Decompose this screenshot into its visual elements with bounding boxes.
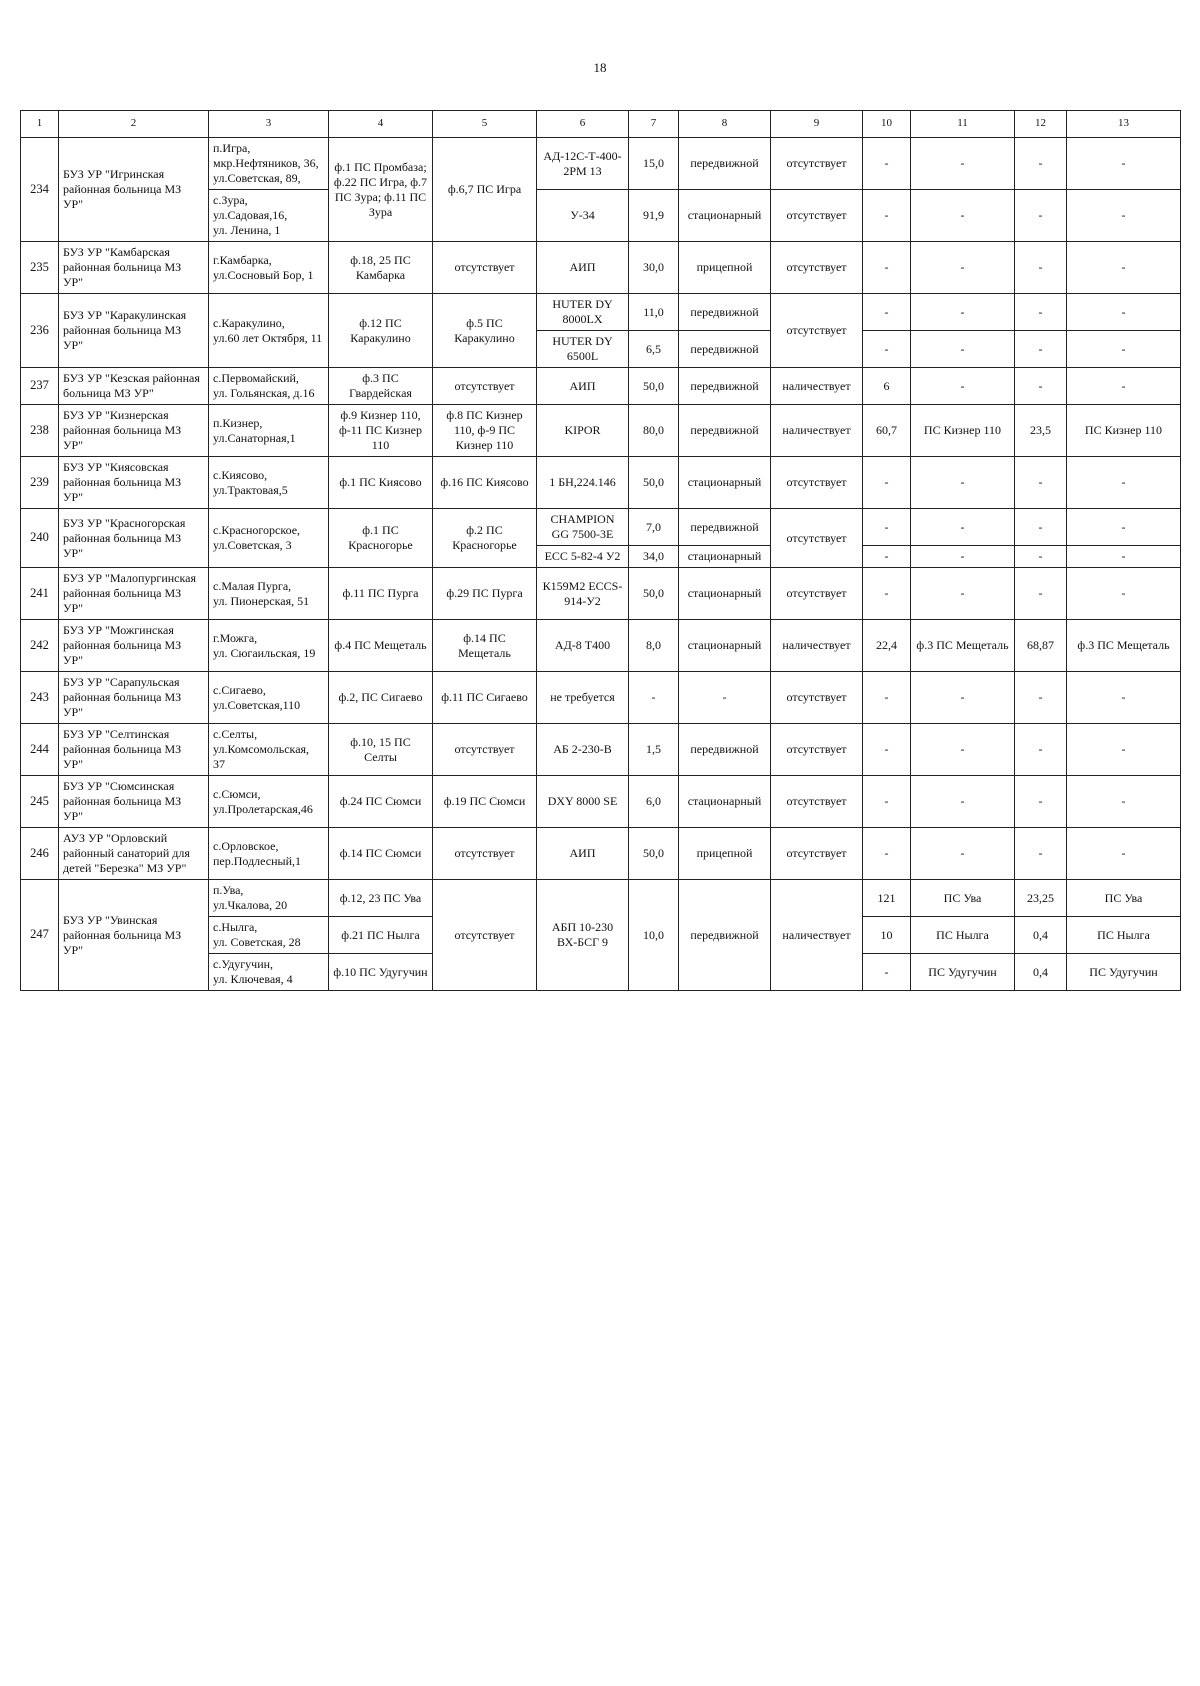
feeder-cell: ф.12, 23 ПС Ува bbox=[329, 880, 433, 917]
row-number: 243 bbox=[21, 672, 59, 724]
address-line: с.Зура, bbox=[213, 193, 248, 207]
generator-model-cell: 1 БН,224.146 bbox=[537, 457, 629, 509]
substation-cell: ф.8 ПС Кизнер 110, ф-9 ПС Кизнер 110 bbox=[433, 405, 537, 457]
generator-model-cell: АД-8 Т400 bbox=[537, 620, 629, 672]
address-cell bbox=[209, 242, 329, 294]
generator-model-cell: HUTER DY 6500L bbox=[537, 331, 629, 368]
power-cell: 11,0 bbox=[629, 294, 679, 331]
table-row bbox=[21, 724, 1181, 776]
col10-cell: - bbox=[863, 776, 911, 828]
feeder-cell: ф.4 ПС Мещеталь bbox=[329, 620, 433, 672]
col12-cell: - bbox=[1015, 242, 1067, 294]
organization-cell: БУЗ УР "Игринская районная больница МЗ УР" bbox=[59, 138, 209, 242]
col-header: 1 bbox=[21, 111, 59, 138]
generator-type-cell: передвижной bbox=[679, 294, 771, 331]
organization-cell: БУЗ УР "Увинская районная больница МЗ УР" bbox=[59, 880, 209, 991]
col10-cell: - bbox=[863, 672, 911, 724]
col10-cell: - bbox=[863, 294, 911, 331]
address-line: ул.Пролетарская,46 bbox=[213, 801, 313, 816]
substation-cell: отсутствует bbox=[433, 880, 537, 991]
feeder-cell: ф.11 ПС Пурга bbox=[329, 568, 433, 620]
address-line: г.Можга, bbox=[213, 630, 258, 645]
substation-cell: отсутствует bbox=[433, 368, 537, 405]
power-cell: 7,0 bbox=[629, 509, 679, 546]
power-cell: 1,5 bbox=[629, 724, 679, 776]
power-cell: 6,5 bbox=[629, 331, 679, 368]
address-line: с.Каракулино, bbox=[213, 315, 285, 330]
generator-type-cell: передвижной bbox=[679, 368, 771, 405]
substation-cell: ф.29 ПС Пурга bbox=[433, 568, 537, 620]
substation-cell: ф.6,7 ПС Игра bbox=[433, 138, 537, 242]
substation-cell: ф.14 ПС Мещеталь bbox=[433, 620, 537, 672]
power-cell: 80,0 bbox=[629, 405, 679, 457]
generator-type-cell: передвижной bbox=[679, 880, 771, 991]
address-cell bbox=[209, 568, 329, 620]
row-number: 245 bbox=[21, 776, 59, 828]
row-number: 238 bbox=[21, 405, 59, 457]
address-line: ул. Советская, 28 bbox=[213, 935, 301, 949]
col12-cell: - bbox=[1015, 294, 1067, 331]
organization-cell: АУЗ УР "Орловский районный санаторий для детей "Березка" МЗ УР" bbox=[59, 828, 209, 880]
col-header: 11 bbox=[911, 111, 1015, 138]
power-cell: 6,0 bbox=[629, 776, 679, 828]
generator-model-cell: АИП bbox=[537, 242, 629, 294]
address-line: п.Ува, bbox=[213, 883, 244, 897]
col11-cell: - bbox=[911, 724, 1015, 776]
reserve-cell: отсутствует bbox=[771, 672, 863, 724]
generator-model-cell: К159М2 ECCS-914-У2 bbox=[537, 568, 629, 620]
reserve-cell: отсутствует bbox=[771, 190, 863, 242]
row-number: 235 bbox=[21, 242, 59, 294]
col10-cell: 22,4 bbox=[863, 620, 911, 672]
generator-type-cell: стационарный bbox=[679, 190, 771, 242]
col13-cell: ПС Нылга bbox=[1067, 917, 1181, 954]
col11-cell: ф.3 ПС Мещеталь bbox=[911, 620, 1015, 672]
col12-cell: - bbox=[1015, 672, 1067, 724]
reserve-cell: отсутствует bbox=[771, 509, 863, 568]
generator-type-cell: передвижной bbox=[679, 138, 771, 190]
feeder-cell: ф.1 ПС Красногорье bbox=[329, 509, 433, 568]
address-line: ул.Советская, 3 bbox=[213, 538, 292, 552]
address-line: с.Сигаево, bbox=[213, 682, 266, 697]
col11-cell: - bbox=[911, 672, 1015, 724]
address-line: с.Киясово, bbox=[213, 467, 268, 482]
col10-cell: 121 bbox=[863, 880, 911, 917]
col-header: 8 bbox=[679, 111, 771, 138]
row-number: 239 bbox=[21, 457, 59, 509]
address-cell bbox=[209, 509, 329, 568]
col10-cell: 10 bbox=[863, 917, 911, 954]
row-number: 242 bbox=[21, 620, 59, 672]
col13-cell: - bbox=[1067, 242, 1181, 294]
organization-cell: БУЗ УР "Можгинская районная больница МЗ УР" bbox=[59, 620, 209, 672]
generator-type-cell: стационарный bbox=[679, 546, 771, 568]
generator-model-cell: HUTER DY 8000LX bbox=[537, 294, 629, 331]
col13-cell: ПС Ува bbox=[1067, 880, 1181, 917]
col13-cell: ПС Кизнер 110 bbox=[1067, 405, 1181, 457]
col11-cell: - bbox=[911, 190, 1015, 242]
feeder-cell: ф.1 ПС Промбаза; ф.22 ПС Игра, ф.7 ПС Зура; ф.11 ПС Зура bbox=[329, 138, 433, 242]
table-row bbox=[21, 880, 1181, 917]
col10-cell: - bbox=[863, 331, 911, 368]
feeder-cell: ф.1 ПС Киясово bbox=[329, 457, 433, 509]
table-row bbox=[21, 568, 1181, 620]
address-line: ул. Сюгаильская, 19 bbox=[213, 645, 316, 660]
address-line: пер.Подлесный,1 bbox=[213, 853, 302, 868]
generator-type-cell: стационарный bbox=[679, 568, 771, 620]
address-line: с.Нылга, bbox=[213, 920, 258, 934]
col11-cell: ПС Нылга bbox=[911, 917, 1015, 954]
feeder-cell: ф.21 ПС Нылга bbox=[329, 917, 433, 954]
table-row bbox=[21, 294, 1181, 331]
col10-cell: 60,7 bbox=[863, 405, 911, 457]
table-row bbox=[21, 620, 1181, 672]
col11-cell: - bbox=[911, 828, 1015, 880]
organization-cell: БУЗ УР "Сарапульская районная больница МЗ УР" bbox=[59, 672, 209, 724]
col12-cell: - bbox=[1015, 828, 1067, 880]
reserve-cell: отсутствует bbox=[771, 568, 863, 620]
feeder-cell: ф.18, 25 ПС Камбарка bbox=[329, 242, 433, 294]
organization-cell: БУЗ УР "Сюмсинская районная больница МЗ УР" bbox=[59, 776, 209, 828]
power-cell: 8,0 bbox=[629, 620, 679, 672]
col-header: 5 bbox=[433, 111, 537, 138]
feeder-cell: ф.10 ПС Удугучин bbox=[329, 954, 433, 991]
generator-type-cell: стационарный bbox=[679, 457, 771, 509]
col12-cell: - bbox=[1015, 546, 1067, 568]
col11-cell: - bbox=[911, 457, 1015, 509]
table-wrapper bbox=[20, 110, 1180, 991]
col11-cell: - bbox=[911, 138, 1015, 190]
generator-model-cell: АИП bbox=[537, 368, 629, 405]
col11-cell: ПС Кизнер 110 bbox=[911, 405, 1015, 457]
address-line: ул.Советская, 89, bbox=[213, 171, 301, 185]
substation-cell: ф.2 ПС Красногорье bbox=[433, 509, 537, 568]
power-cell: 91,9 bbox=[629, 190, 679, 242]
header-row bbox=[21, 111, 1181, 138]
col12-cell: - bbox=[1015, 138, 1067, 190]
col11-cell: ПС Удугучин bbox=[911, 954, 1015, 991]
row-number: 240 bbox=[21, 509, 59, 568]
table-row bbox=[21, 457, 1181, 509]
generator-model-cell: не требуется bbox=[537, 672, 629, 724]
row-number: 246 bbox=[21, 828, 59, 880]
reserve-cell: отсутствует bbox=[771, 776, 863, 828]
address-cell bbox=[209, 917, 329, 954]
col10-cell: - bbox=[863, 724, 911, 776]
col12-cell: 23,5 bbox=[1015, 405, 1067, 457]
col12-cell: 23,25 bbox=[1015, 880, 1067, 917]
power-cell: 34,0 bbox=[629, 546, 679, 568]
col11-cell: - bbox=[911, 294, 1015, 331]
power-cell: 50,0 bbox=[629, 457, 679, 509]
col10-cell: 6 bbox=[863, 368, 911, 405]
col-header: 12 bbox=[1015, 111, 1067, 138]
col11-cell: - bbox=[911, 368, 1015, 405]
address-cell bbox=[209, 138, 329, 190]
col12-cell: - bbox=[1015, 509, 1067, 546]
address-line: с.Сюмси, bbox=[213, 786, 261, 801]
address-line: с.Селты, bbox=[213, 727, 258, 741]
generator-type-cell: стационарный bbox=[679, 776, 771, 828]
organization-cell: БУЗ УР "Камбарская районная больница МЗ УР" bbox=[59, 242, 209, 294]
table-row bbox=[21, 776, 1181, 828]
col13-cell: - bbox=[1067, 776, 1181, 828]
generator-model-cell: АБ 2-230-В bbox=[537, 724, 629, 776]
address-line: п.Игра, bbox=[213, 141, 251, 155]
reserve-cell: отсутствует bbox=[771, 724, 863, 776]
col10-cell: - bbox=[863, 568, 911, 620]
row-number: 247 bbox=[21, 880, 59, 991]
address-line: ул.Чкалова, 20 bbox=[213, 898, 288, 912]
address-line: г.Камбарка, bbox=[213, 252, 272, 267]
col12-cell: - bbox=[1015, 776, 1067, 828]
address-line: с.Удугучин, bbox=[213, 957, 274, 971]
generator-type-cell: стационарный bbox=[679, 620, 771, 672]
col12-cell: 68,87 bbox=[1015, 620, 1067, 672]
address-line: ул. Ленина, 1 bbox=[213, 223, 281, 237]
col13-cell: - bbox=[1067, 568, 1181, 620]
reserve-cell: наличествует bbox=[771, 880, 863, 991]
substation-cell: ф.5 ПС Каракулино bbox=[433, 294, 537, 368]
power-cell: 50,0 bbox=[629, 828, 679, 880]
row-number: 236 bbox=[21, 294, 59, 368]
col12-cell: 0,4 bbox=[1015, 917, 1067, 954]
power-cell: 15,0 bbox=[629, 138, 679, 190]
address-line: ул. Гольянская, д.16 bbox=[213, 386, 315, 400]
address-line: ул.60 лет Октября, 11 bbox=[213, 330, 323, 345]
organization-cell: БУЗ УР "Каракулинская районная больница МЗ УР" bbox=[59, 294, 209, 368]
generator-model-cell: ECC 5-82-4 У2 bbox=[537, 546, 629, 568]
address-cell bbox=[209, 190, 329, 242]
generator-model-cell: KIPOR bbox=[537, 405, 629, 457]
col11-cell: - bbox=[911, 568, 1015, 620]
generator-model-cell: DXY 8000 SE bbox=[537, 776, 629, 828]
generator-type-cell: передвижной bbox=[679, 331, 771, 368]
address-cell bbox=[209, 672, 329, 724]
address-cell bbox=[209, 954, 329, 991]
organization-cell: БУЗ УР "Малопургинская районная больница МЗ УР" bbox=[59, 568, 209, 620]
address-line: ул.Санаторная,1 bbox=[213, 430, 296, 445]
address-line: ул. Пионерская, 51 bbox=[213, 593, 310, 608]
row-number: 234 bbox=[21, 138, 59, 242]
address-line: ул.Комсомольская, 37 bbox=[213, 742, 310, 771]
col-header: 9 bbox=[771, 111, 863, 138]
address-line: с.Красногорское, bbox=[213, 523, 301, 537]
col10-cell: - bbox=[863, 190, 911, 242]
organization-cell: БУЗ УР "Кизнерская районная больница МЗ УР" bbox=[59, 405, 209, 457]
address-line: ул. Ключевая, 4 bbox=[213, 972, 293, 986]
address-cell bbox=[209, 457, 329, 509]
address-cell bbox=[209, 405, 329, 457]
address-cell bbox=[209, 776, 329, 828]
substation-cell: ф.19 ПС Сюмси bbox=[433, 776, 537, 828]
generator-type-cell: - bbox=[679, 672, 771, 724]
col11-cell: - bbox=[911, 509, 1015, 546]
feeder-cell: ф.12 ПС Каракулино bbox=[329, 294, 433, 368]
col13-cell: - bbox=[1067, 457, 1181, 509]
page-number: 18 bbox=[593, 60, 607, 75]
organization-cell: БУЗ УР "Красногорская районная больница МЗ УР" bbox=[59, 509, 209, 568]
address-line: ул.Советская,110 bbox=[213, 697, 301, 712]
generator-model-cell: У-34 bbox=[537, 190, 629, 242]
address-line: п.Кизнер, bbox=[213, 415, 263, 430]
col13-cell: - bbox=[1067, 331, 1181, 368]
reserve-cell: отсутствует bbox=[771, 138, 863, 190]
generator-model-cell: АД-12С-Т-400-2РМ 13 bbox=[537, 138, 629, 190]
reserve-cell: наличествует bbox=[771, 405, 863, 457]
row-number: 237 bbox=[21, 368, 59, 405]
table-row bbox=[21, 138, 1181, 190]
table-row bbox=[21, 242, 1181, 294]
feeder-cell: ф.24 ПС Сюмси bbox=[329, 776, 433, 828]
organization-cell: БУЗ УР "Киясовская районная больница МЗ УР" bbox=[59, 457, 209, 509]
power-cell: - bbox=[629, 672, 679, 724]
col13-cell: - bbox=[1067, 190, 1181, 242]
col11-cell: ПС Ува bbox=[911, 880, 1015, 917]
col11-cell: - bbox=[911, 776, 1015, 828]
address-line: ул.Садовая,16, bbox=[213, 208, 288, 222]
generator-type-cell: передвижной bbox=[679, 509, 771, 546]
col13-cell: - bbox=[1067, 138, 1181, 190]
col-header: 3 bbox=[209, 111, 329, 138]
col-header: 10 bbox=[863, 111, 911, 138]
col10-cell: - bbox=[863, 457, 911, 509]
col12-cell: 0,4 bbox=[1015, 954, 1067, 991]
col10-cell: - bbox=[863, 954, 911, 991]
reserve-cell: отсутствует bbox=[771, 457, 863, 509]
address-cell bbox=[209, 368, 329, 405]
power-cell: 10,0 bbox=[629, 880, 679, 991]
generator-model-cell: АИП bbox=[537, 828, 629, 880]
col13-cell: - bbox=[1067, 828, 1181, 880]
generator-type-cell: прицепной bbox=[679, 242, 771, 294]
table-row bbox=[21, 672, 1181, 724]
col-header: 7 bbox=[629, 111, 679, 138]
table-row bbox=[21, 405, 1181, 457]
feeder-cell: ф.2, ПС Сигаево bbox=[329, 672, 433, 724]
col13-cell: - bbox=[1067, 724, 1181, 776]
address-line: с.Орловское, bbox=[213, 838, 279, 853]
substation-cell: ф.16 ПС Киясово bbox=[433, 457, 537, 509]
col12-cell: - bbox=[1015, 368, 1067, 405]
col12-cell: - bbox=[1015, 331, 1067, 368]
col13-cell: - bbox=[1067, 294, 1181, 331]
power-cell: 30,0 bbox=[629, 242, 679, 294]
substation-cell: отсутствует bbox=[433, 828, 537, 880]
col10-cell: - bbox=[863, 242, 911, 294]
col10-cell: - bbox=[863, 509, 911, 546]
feeder-cell: ф.10, 15 ПС Селты bbox=[329, 724, 433, 776]
substation-cell: отсутствует bbox=[433, 724, 537, 776]
organization-cell: БУЗ УР "Селтинская районная больница МЗ УР" bbox=[59, 724, 209, 776]
col12-cell: - bbox=[1015, 457, 1067, 509]
col-header: 2 bbox=[59, 111, 209, 138]
substation-cell: отсутствует bbox=[433, 242, 537, 294]
generator-model-cell: CHAMPION GG 7500-3E bbox=[537, 509, 629, 546]
address-cell bbox=[209, 880, 329, 917]
power-cell: 50,0 bbox=[629, 568, 679, 620]
col-header: 4 bbox=[329, 111, 433, 138]
address-line: с.Малая Пурга, bbox=[213, 578, 292, 593]
generator-type-cell: передвижной bbox=[679, 405, 771, 457]
col13-cell: - bbox=[1067, 546, 1181, 568]
address-cell bbox=[209, 620, 329, 672]
generator-type-cell: прицепной bbox=[679, 828, 771, 880]
col13-cell: - bbox=[1067, 368, 1181, 405]
feeder-cell: ф.3 ПС Гвардейская bbox=[329, 368, 433, 405]
substation-cell: ф.11 ПС Сигаево bbox=[433, 672, 537, 724]
col13-cell: ПС Удугучин bbox=[1067, 954, 1181, 991]
reserve-cell: отсутствует bbox=[771, 242, 863, 294]
row-number: 244 bbox=[21, 724, 59, 776]
address-cell bbox=[209, 724, 329, 776]
feeder-cell: ф.14 ПС Сюмси bbox=[329, 828, 433, 880]
row-number: 241 bbox=[21, 568, 59, 620]
col11-cell: - bbox=[911, 242, 1015, 294]
address-line: мкр.Нефтяников, 36, bbox=[213, 156, 319, 170]
reserve-cell: наличествует bbox=[771, 368, 863, 405]
reserve-cell: отсутствует bbox=[771, 294, 863, 368]
col12-cell: - bbox=[1015, 190, 1067, 242]
feeder-cell: ф.9 Кизнер 110, ф-11 ПС Кизнер 110 bbox=[329, 405, 433, 457]
address-line: ул.Трактовая,5 bbox=[213, 482, 288, 497]
col13-cell: - bbox=[1067, 509, 1181, 546]
col13-cell: - bbox=[1067, 672, 1181, 724]
generator-type-cell: передвижной bbox=[679, 724, 771, 776]
reserve-cell: наличествует bbox=[771, 620, 863, 672]
organization-cell: БУЗ УР "Кезская районная больница МЗ УР" bbox=[59, 368, 209, 405]
col-header: 6 bbox=[537, 111, 629, 138]
address-line: с.Первомайский, bbox=[213, 371, 299, 385]
table-row bbox=[21, 368, 1181, 405]
table-row bbox=[21, 828, 1181, 880]
data-table bbox=[20, 110, 1181, 991]
address-line: ул.Сосновый Бор, 1 bbox=[213, 267, 314, 282]
address-cell bbox=[209, 828, 329, 880]
reserve-cell: отсутствует bbox=[771, 828, 863, 880]
col12-cell: - bbox=[1015, 724, 1067, 776]
col10-cell: - bbox=[863, 828, 911, 880]
col-header: 13 bbox=[1067, 111, 1181, 138]
address-cell bbox=[209, 294, 329, 368]
col11-cell: - bbox=[911, 331, 1015, 368]
generator-model-cell: АБП 10-230 ВХ-БСГ 9 bbox=[537, 880, 629, 991]
table-row bbox=[21, 509, 1181, 546]
col12-cell: - bbox=[1015, 568, 1067, 620]
power-cell: 50,0 bbox=[629, 368, 679, 405]
col10-cell: - bbox=[863, 138, 911, 190]
col10-cell: - bbox=[863, 546, 911, 568]
col13-cell: ф.3 ПС Мещеталь bbox=[1067, 620, 1181, 672]
col11-cell: - bbox=[911, 546, 1015, 568]
